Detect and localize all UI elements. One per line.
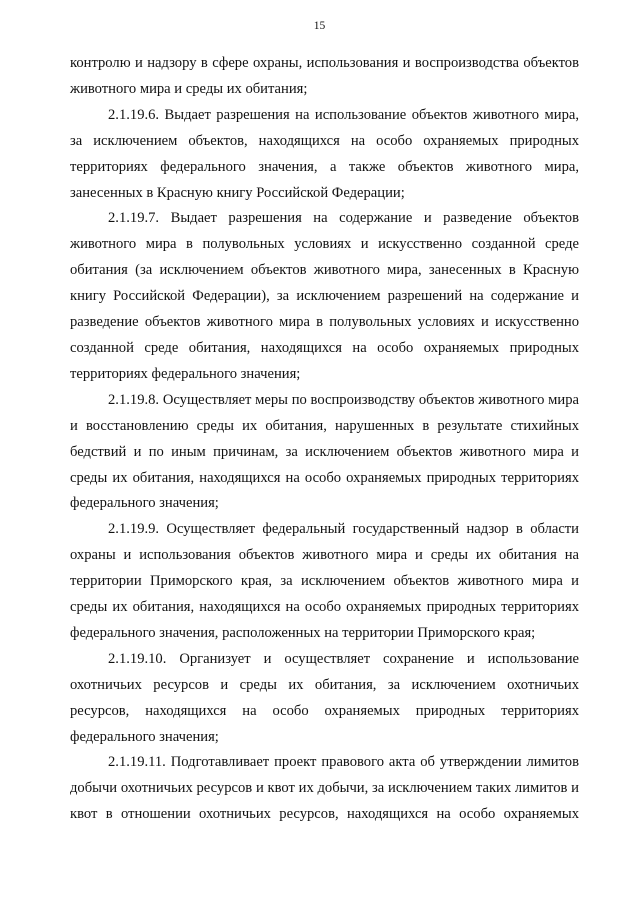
paragraph-continuation: контролю и надзору в сфере охраны, использования и воспроизводства объектов животного мира и среды их обитания; (70, 55, 579, 97)
document-body (70, 51, 579, 828)
paragraph-2-1-19-10: 2.1.19.10. Организует и осуществляет сохранение и использование охотничьих ресурсов и среды их обитания, за исключением охотничьих ресурсов, находящихся на особо охраняемых природных территориях федерального значения; (70, 650, 579, 745)
paragraph-2-1-19-8: 2.1.19.8. Осуществляет меры по воспроизводству объектов животного мира и восстановлению среды их обитания, нарушенных в результате стихийных бедствий и по иным причинам, за исключением объектов животного мира и среды их обитания, находящихся на особо охраняемых природных территориях федерального значения; (70, 391, 579, 512)
paragraph-2-1-19-11: 2.1.19.11. Подготавливает проект правового акта об утверждении лимитов добычи охотничьих ресурсов и квот их добычи, за исключением таких лимитов и квот в отношении охотничьих ресурсов, находящихся на особо охраняемых (70, 754, 579, 823)
paragraph-2-1-19-6: 2.1.19.6. Выдает разрешения на использование объектов животного мира, за исключением объектов, находящихся на особо охраняемых природных территориях федерального значения, а также объектов животного мира, занесенных в Красную книгу Российской Федерации; (70, 106, 579, 201)
page-number: 15 (313, 20, 326, 32)
paragraph-2-1-19-9: 2.1.19.9. Осуществляет федеральный государственный надзор в области охраны и использования объектов животного мира и среды их обитания на территории Приморского края, за исключением объектов животного мира и среды их обитания, находящихся на особо охраняемых природных территориях федерального значения, расположенных на территории Приморского края; (70, 521, 579, 641)
paragraph-2-1-19-7: 2.1.19.7. Выдает разрешения на содержание и разведение объектов животного мира в полувольных условиях и искусственно созданной среде обитания (за исключением объектов животного мира, занесенных в Красную книгу Российской Федерации), за исключением разрешений на содержание и разведение объектов животного мира в полувольных условиях и искусственно созданной среде обитания, находящихся на особо охраняемых природных территориях федерального значения; (70, 210, 579, 382)
